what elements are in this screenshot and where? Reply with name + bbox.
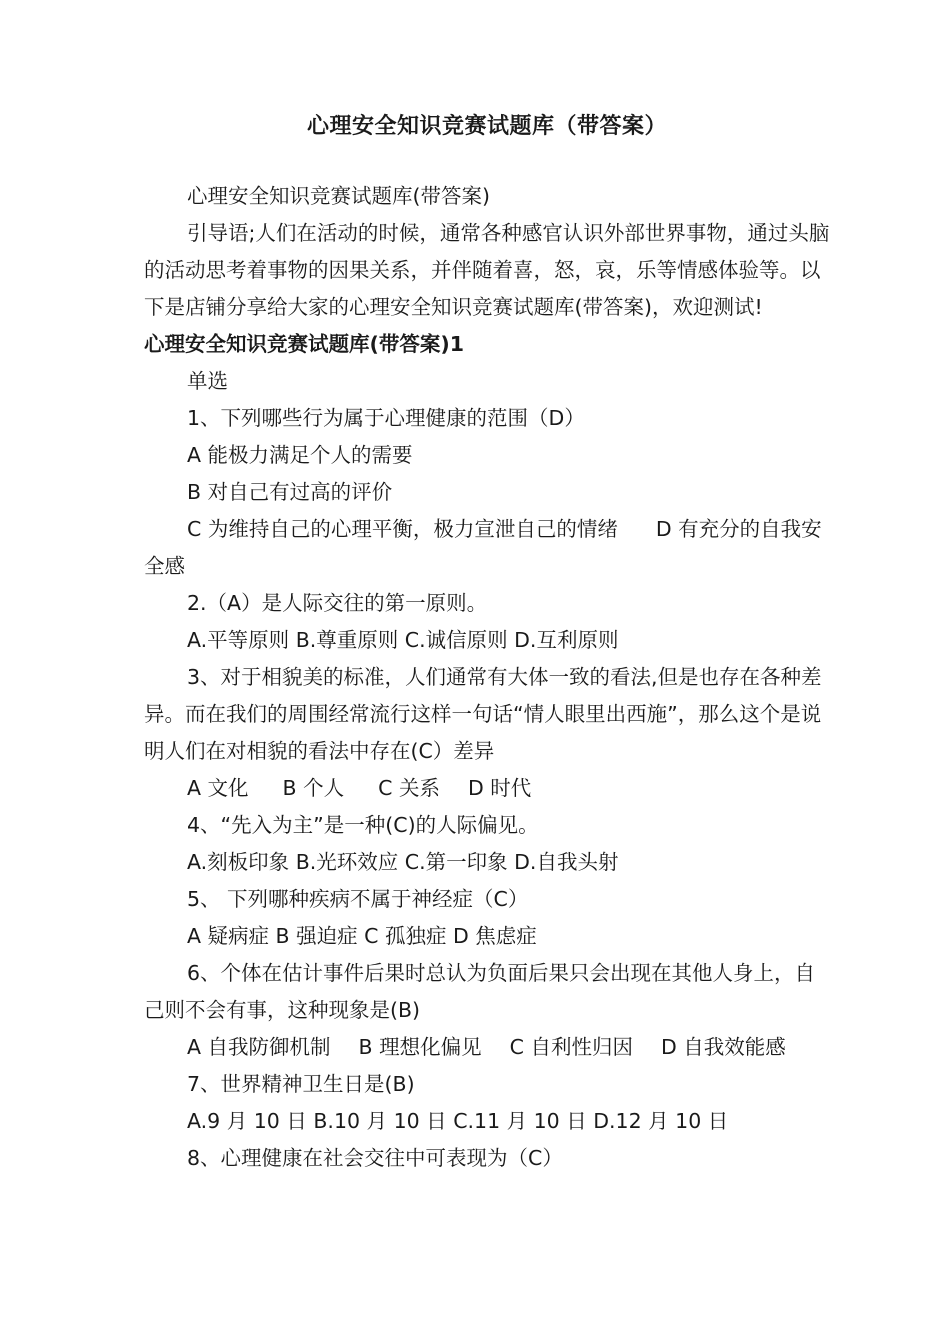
question-1: 1、下列哪些行为属于心理健康的范围（D） (187, 406, 585, 430)
intro-paragraph: 引导语;人们在活动的时候，通常各种感官认识外部世界事物，通过头脑的活动思考着事物的因果关系，并伴随着喜，怒，哀，乐等情感体验等。以下是店铺分享给大家的心理安全知识竞赛试题库(带答案)，欢迎测试! (144, 221, 830, 319)
question-2-options: A.平等原则 B.尊重原则 C.诚信原则 D.互利原则 (187, 628, 619, 652)
question-3-options (144, 770, 830, 807)
question-1-option-b: B 对自己有过高的评价 (187, 480, 393, 504)
question-6-option-c: C 自利性归因 (509, 1035, 633, 1059)
question-2: 2.（A）是人际交往的第一原则。 (187, 591, 488, 615)
question-6-option-a: A 自我防御机制 (187, 1035, 331, 1059)
question-1-option-d: D 有充分的自我安全感 (144, 517, 822, 578)
question-3-option-b: B 个人 (282, 776, 345, 800)
question-1-option-a: A 能极力满足个人的需要 (187, 443, 413, 467)
question-3-option-c: C 关系 (378, 776, 440, 800)
question-3: 3、对于相貌美的标准，人们通常有大体一致的看法,但是也存在各种差异。而在我们的周围经常流行这样一句话“情人眼里出西施”，那么这个是说明人们在对相貌的看法中存在(C）差异 (144, 665, 822, 763)
section-type: 单选 (187, 369, 228, 393)
question-4: 4、“先入为主”是一种(C)的人际偏见。 (187, 813, 539, 837)
question-6: 6、个体在估计事件后果时总认为负面后果只会出现在其他人身上，自己则不会有事，这种现象是(B) (144, 961, 816, 1022)
subtitle: 心理安全知识竞赛试题库(带答案) (187, 184, 490, 208)
question-3-option-a: A 文化 (187, 776, 249, 800)
question-5: 5、 下列哪种疾病不属于神经症（C） (187, 887, 529, 911)
question-6-option-b: B 理想化偏见 (358, 1035, 482, 1059)
question-7-options: A.9 月 10 日 B.10 月 10 日 C.11 月 10 日 D.12 月 10 日 (187, 1109, 729, 1133)
section-heading: 心理安全知识竞赛试题库(带答案)1 (144, 332, 465, 356)
question-6-option-d: D 自我效能感 (660, 1035, 786, 1059)
question-6-options (144, 1029, 830, 1066)
question-4-options: A.刻板印象 B.光环效应 C.第一印象 D.自我头射 (187, 850, 619, 874)
question-3-option-d: D 时代 (467, 776, 532, 800)
question-8: 8、心理健康在社会交往中可表现为（C） (187, 1146, 563, 1170)
question-1-option-c: C 为维持自己的心理平衡，极力宣泄自己的情绪 (187, 517, 618, 541)
question-5-options: A 疑病症 B 强迫症 C 孤独症 D 焦虑症 (187, 924, 537, 948)
question-1-options-cd (144, 511, 830, 585)
document-title: 心理安全知识竞赛试题库（带答案） (306, 114, 667, 139)
question-7: 7、世界精神卫生日是(B) (187, 1072, 415, 1096)
